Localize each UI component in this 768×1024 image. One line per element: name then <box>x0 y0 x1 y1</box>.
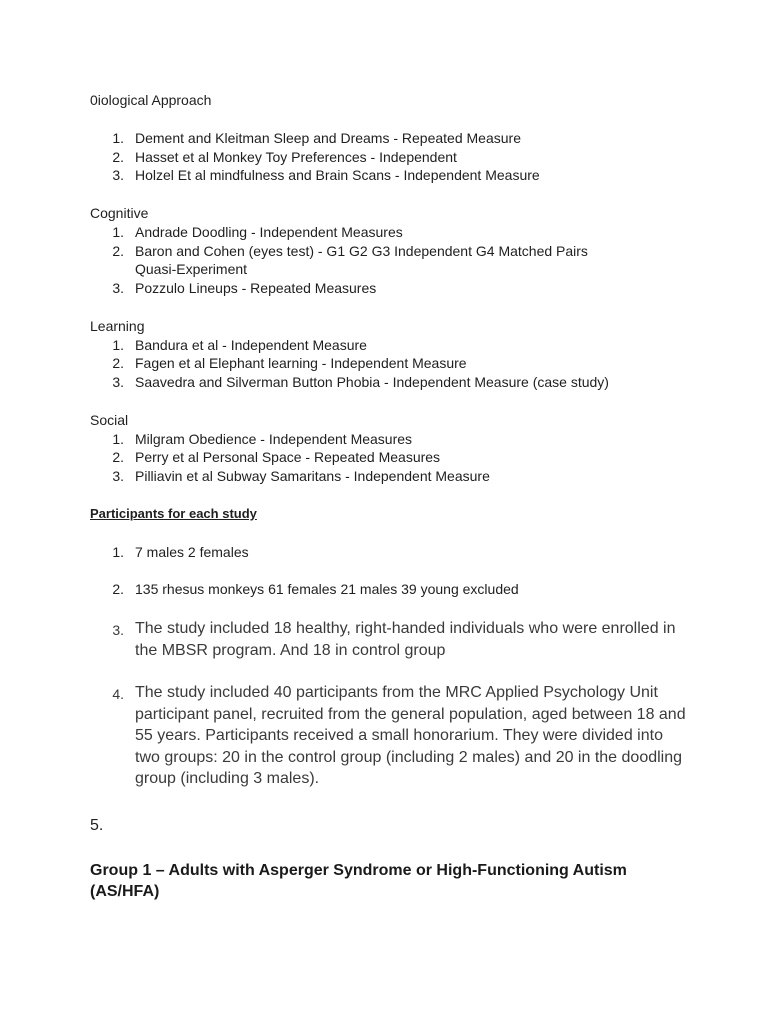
section-heading-cognitive: Cognitive <box>90 205 149 221</box>
list-item-text: the MBSR program. And 18 in control group <box>135 641 446 659</box>
list-number: 3. <box>112 374 124 390</box>
list-item <box>112 618 676 661</box>
list-item-text: Perry et al Personal Space - Repeated Measures <box>135 449 441 465</box>
list-item <box>112 580 519 599</box>
list-item <box>112 223 403 242</box>
list-item <box>112 448 441 467</box>
list-item <box>112 242 588 261</box>
list-number: 3. <box>112 280 124 296</box>
list-number: 1. <box>112 431 124 447</box>
list-item <box>112 279 377 298</box>
list-item-text: 7 males 2 females <box>135 544 249 560</box>
list-item-text: Baron and Cohen (eyes test) - G1 G2 G3 Independent G4 Matched Pairs <box>135 243 588 259</box>
list-number-5: 5. <box>90 817 104 834</box>
list-number: 1. <box>112 224 124 240</box>
list-number: 2. <box>112 581 124 597</box>
list-item-text: Pozzulo Lineups - Repeated Measures <box>135 280 377 296</box>
list-item-text: Holzel Et al mindfulness and Brain Scans - Independent Measure <box>135 167 540 183</box>
group-1-heading <box>90 860 627 902</box>
list-item-text: 55 years. Participants received a small honorarium. They were divided into <box>135 727 663 744</box>
list-number: 4. <box>112 686 124 702</box>
list-number: 1. <box>112 130 124 146</box>
list-number: 3. <box>112 468 124 484</box>
list-item <box>112 166 540 185</box>
list-item-text: Saavedra and Silverman Button Phobia - Independent Measure (case study) <box>135 374 609 390</box>
list-item-continuation: Quasi-Experiment <box>135 261 248 277</box>
section-heading-social: Social <box>90 412 129 428</box>
group-1-heading-line: Group 1 – Adults with Asperger Syndrome or High-Functioning Autism <box>90 862 627 879</box>
list-number: 1. <box>112 544 124 560</box>
list-item-text: Milgram Obedience - Independent Measures <box>135 431 413 447</box>
list-item-text: group (including 3 males). <box>135 770 320 787</box>
list-item <box>112 129 521 148</box>
group-1-heading-line: (AS/HFA) <box>90 883 160 900</box>
list-item-text: Pilliavin et al Subway Samaritans - Independent Measure <box>135 468 490 484</box>
list-item-text: Andrade Doodling - Independent Measures <box>135 224 403 240</box>
list-item <box>112 543 249 562</box>
list-item <box>112 354 467 373</box>
list-item-text: Bandura et al - Independent Measure <box>135 337 367 353</box>
list-item-text: 135 rhesus monkeys 61 females 21 males 39 young excluded <box>135 581 519 597</box>
list-number: 3. <box>112 622 124 638</box>
list-item-text: Dement and Kleitman Sleep and Dreams - Repeated Measure <box>135 130 521 146</box>
list-item-text: participant panel, recruited from the general population, aged between 18 and <box>135 705 686 723</box>
list-item-text: Hasset et al Monkey Toy Preferences - Independent <box>135 149 457 165</box>
list-item <box>112 682 686 790</box>
list-item <box>112 467 490 486</box>
list-number: 2. <box>112 243 124 259</box>
list-item <box>112 336 367 355</box>
list-item-text: two groups: 20 in the control group (including 2 males) and 20 in the doodling <box>135 748 683 766</box>
list-item <box>112 148 457 167</box>
list-item-text: Fagen et al Elephant learning - Independent Measure <box>135 355 467 371</box>
list-number: 2. <box>112 149 124 165</box>
list-number: 2. <box>112 355 124 371</box>
list-item-text: The study included 18 healthy, right-handed individuals who were enrolled in <box>135 620 676 637</box>
list-number: 3. <box>112 167 124 183</box>
list-number: 1. <box>112 337 124 353</box>
list-number: 2. <box>112 449 124 465</box>
list-item <box>112 430 413 449</box>
list-item-text: The study included 40 participants from the MRC Applied Psychology Unit <box>135 684 658 701</box>
participants-heading: Participants for each study <box>90 506 257 521</box>
list-item <box>112 373 609 392</box>
section-heading-learning: Learning <box>90 318 145 334</box>
section-heading-biological: 0iological Approach <box>90 92 212 108</box>
